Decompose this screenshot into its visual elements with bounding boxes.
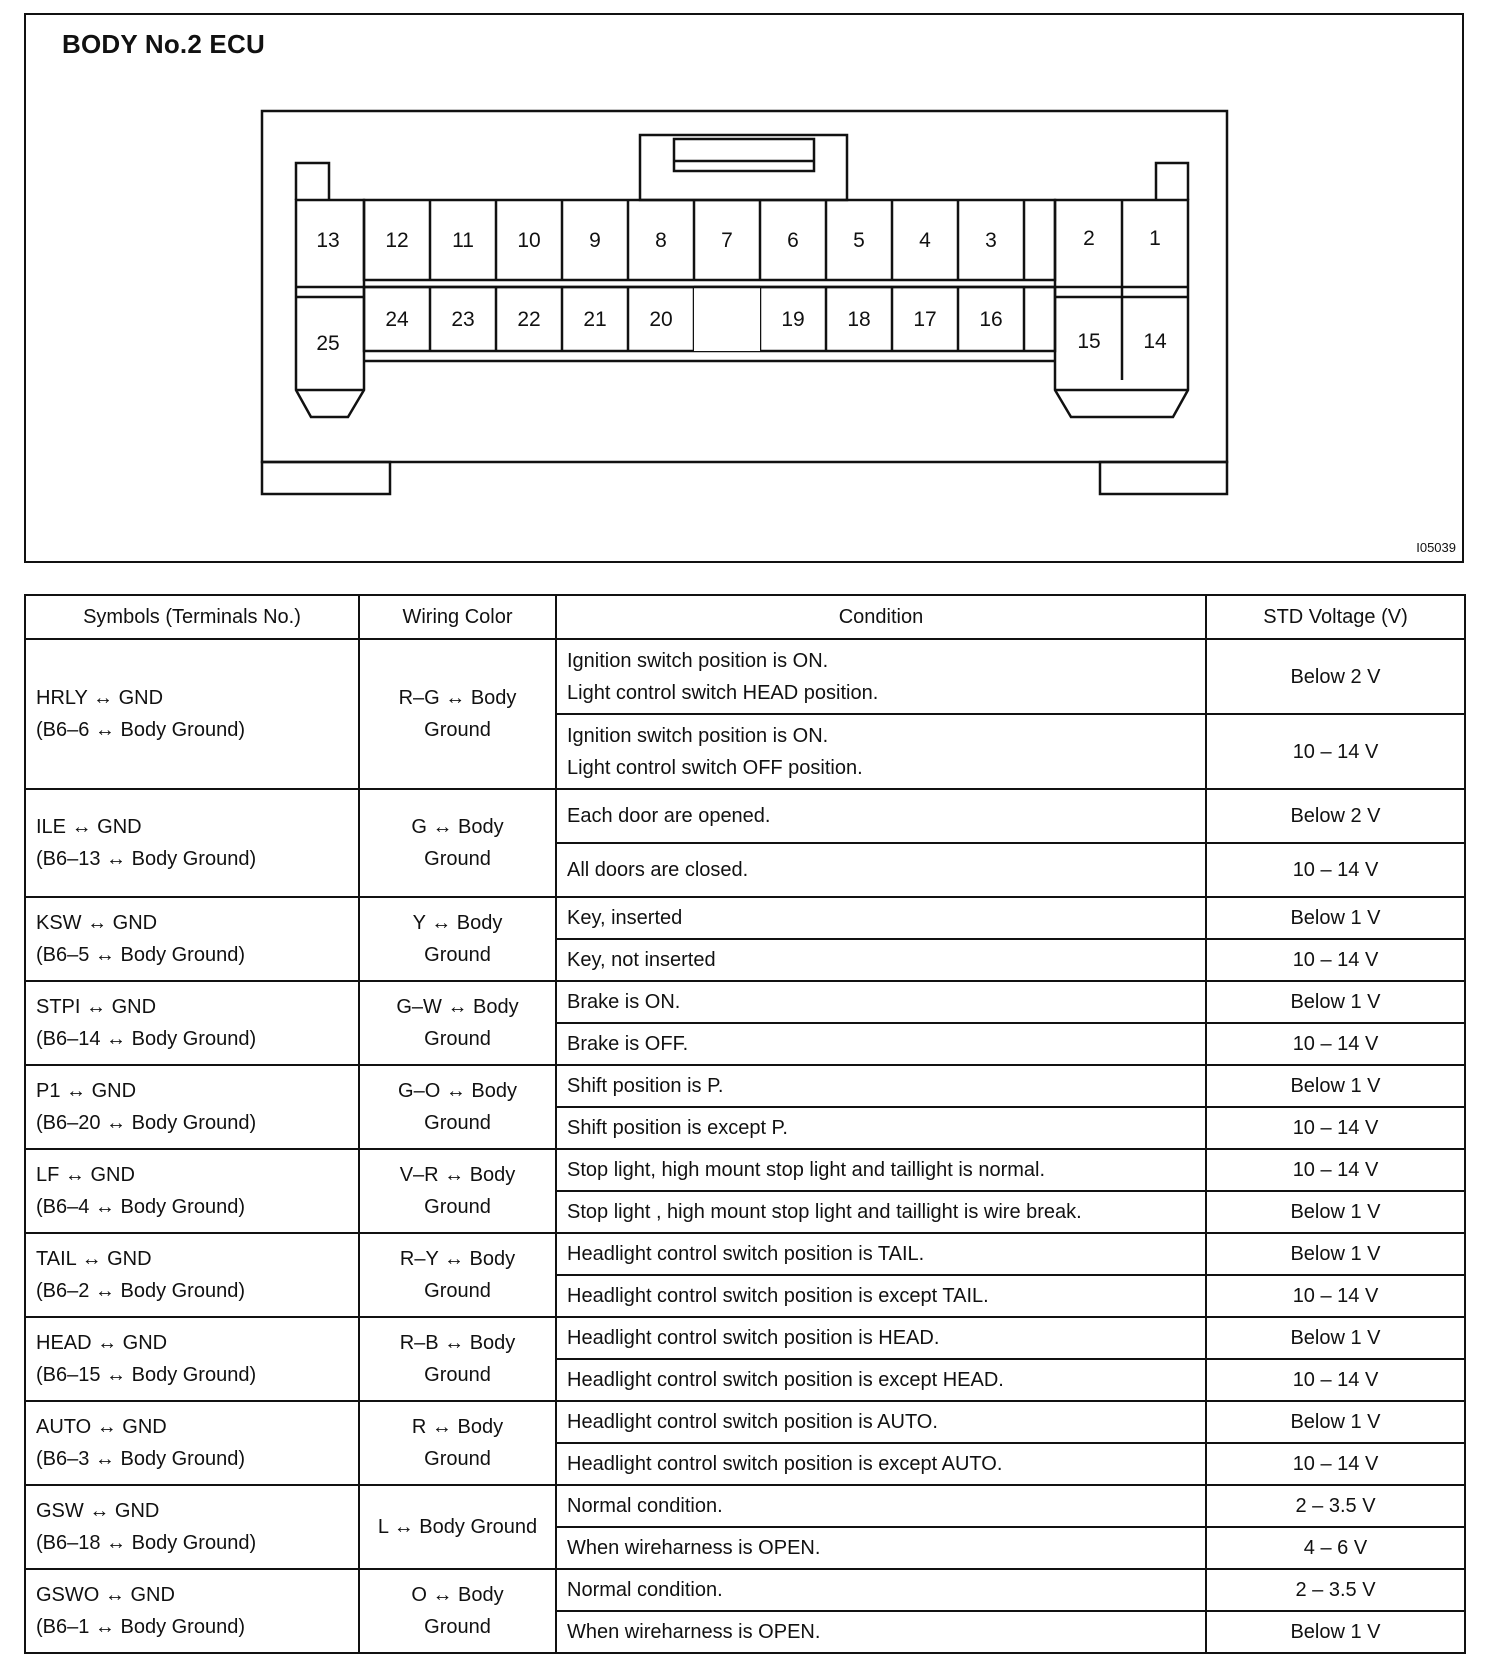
table-row [25,1485,1465,1527]
terminal-no: (B6–5 ↔ Body Ground) [36,944,245,966]
header-wiring-color: Wiring Color [359,595,556,639]
condition-cell: Brake is OFF. [556,1023,1206,1065]
wiring-ground: Ground [424,848,491,870]
pin-1: 1 [1149,227,1161,250]
voltage-cell: Below 1 V [1206,1233,1465,1275]
symbol-cell [25,897,359,981]
condition-cell: When wireharness is OPEN. [556,1611,1206,1653]
table-header-row [25,595,1465,639]
voltage-cell: Below 1 V [1206,1317,1465,1359]
pin-8: 8 [655,229,667,252]
wiring-color: G–W ↔ Body [396,996,519,1018]
wiring-ground: Ground [424,1112,491,1134]
wiring-ground: Ground [424,1616,491,1638]
wiring-cell [359,1401,556,1485]
pin-24: 24 [385,308,409,331]
condition-cell: Headlight control switch position is except AUTO. [556,1443,1206,1485]
condition-cell: When wireharness is OPEN. [556,1527,1206,1569]
condition-cell: Normal condition. [556,1485,1206,1527]
wiring-color: Y ↔ Body [412,912,503,934]
header-condition: Condition [556,595,1206,639]
pin-22: 22 [517,308,541,331]
pin-21: 21 [583,308,607,331]
diagram-title: BODY No.2 ECU [62,29,265,59]
table-row [25,1569,1465,1611]
terminal-no: (B6–4 ↔ Body Ground) [36,1196,245,1218]
symbol-name: LF ↔ GND [36,1164,135,1186]
symbol-name: GSWO ↔ GND [36,1584,175,1606]
connector-latch [640,135,847,200]
symbol-name: AUTO ↔ GND [36,1416,167,1438]
pin-12: 12 [385,229,409,252]
symbol-name: ILE ↔ GND [36,816,142,838]
voltage-cell: 10 – 14 V [1206,1023,1465,1065]
symbol-cell [25,639,359,789]
voltage-cell: 4 – 6 V [1206,1527,1465,1569]
pin-25: 25 [316,332,340,355]
condition-cell: Each door are opened. [556,789,1206,843]
symbol-name: HRLY ↔ GND [36,687,164,709]
table-row [25,789,1465,843]
wiring-ground: Ground [424,719,491,741]
condition-cell: Headlight control switch position is TAIL. [556,1233,1206,1275]
condition-cell [556,714,1206,789]
wiring-color: R–B ↔ Body [399,1332,516,1354]
voltage-cell: 10 – 14 V [1206,939,1465,981]
table-row [25,981,1465,1023]
wiring-cell [359,897,556,981]
pin-11: 11 [452,229,474,252]
voltage-cell: 10 – 14 V [1206,1443,1465,1485]
pin-9: 9 [589,229,601,252]
wiring-cell [359,1485,556,1569]
condition-cell: Stop light, high mount stop light and taillight is normal. [556,1149,1206,1191]
condition-cell [556,639,1206,714]
voltage-cell: 10 – 14 V [1206,1107,1465,1149]
pin-2: 2 [1083,227,1095,250]
voltage-spec-table [24,594,1466,1654]
terminal-no: (B6–14 ↔ Body Ground) [36,1028,257,1050]
symbol-name: GSW ↔ GND [36,1500,160,1522]
symbol-cell [25,1233,359,1317]
terminal-no: (B6–20 ↔ Body Ground) [36,1112,257,1134]
pin-13: 13 [316,229,340,252]
table-row [25,897,1465,939]
pin-6: 6 [787,229,799,252]
wiring-ground: Ground [424,1280,491,1302]
voltage-cell: Below 2 V [1206,789,1465,843]
pin-10: 10 [517,229,541,252]
pin-16: 16 [979,308,1003,331]
voltage-cell: 2 – 3.5 V [1206,1569,1465,1611]
voltage-cell: Below 1 V [1206,981,1465,1023]
left-tab [296,163,329,200]
condition-cell: Key, not inserted [556,939,1206,981]
terminal-no: (B6–13 ↔ Body Ground) [36,848,257,870]
connector-foot-left [262,462,390,494]
voltage-cell: Below 1 V [1206,1191,1465,1233]
symbol-cell [25,1317,359,1401]
voltage-cell: Below 1 V [1206,897,1465,939]
wiring-cell [359,1317,556,1401]
pin-18: 18 [847,308,871,331]
pin-3: 3 [985,229,997,252]
voltage-cell: Below 1 V [1206,1611,1465,1653]
wiring-color: L ↔ Body Ground [377,1516,538,1538]
pin-14: 14 [1143,330,1167,353]
symbol-name: STPI ↔ GND [36,996,157,1018]
voltage-cell: 10 – 14 V [1206,1149,1465,1191]
terminal-no: (B6–1 ↔ Body Ground) [36,1616,245,1638]
terminal-no: (B6–15 ↔ Body Ground) [36,1364,257,1386]
wiring-color: G–O ↔ Body [398,1080,517,1102]
pin-5: 5 [853,229,865,252]
wiring-cell [359,639,556,789]
header-std-voltage: STD Voltage (V) [1206,595,1465,639]
wiring-color: R–Y ↔ Body [399,1248,516,1270]
condition-line: Light control switch HEAD position. [567,681,879,704]
terminal-no: (B6–2 ↔ Body Ground) [36,1280,245,1302]
condition-cell: Key, inserted [556,897,1206,939]
voltage-cell: 10 – 14 V [1206,1359,1465,1401]
header-symbols: Symbols (Terminals No.) [25,595,359,639]
symbol-name: P1 ↔ GND [36,1080,137,1102]
wiring-cell [359,981,556,1065]
table-row [25,1149,1465,1191]
pin-17: 17 [913,308,937,331]
table-row [25,1401,1465,1443]
voltage-cell: Below 1 V [1206,1065,1465,1107]
figure-id: I05039 [1416,540,1456,555]
voltage-cell: 10 – 14 V [1206,843,1465,897]
wiring-cell [359,1233,556,1317]
wiring-color: O ↔ Body [411,1584,504,1606]
table-row [25,1065,1465,1107]
wiring-color: R–G ↔ Body [398,687,517,709]
condition-cell: Normal condition. [556,1569,1206,1611]
wiring-ground: Ground [424,1364,491,1386]
connector-foot-right [1100,462,1227,494]
voltage-cell: 10 – 14 V [1206,1275,1465,1317]
wiring-cell [359,1149,556,1233]
condition-cell: Brake is ON. [556,981,1206,1023]
terminal-no: (B6–3 ↔ Body Ground) [36,1448,245,1470]
symbol-name: HEAD ↔ GND [36,1332,168,1354]
symbol-cell [25,1401,359,1485]
table-row [25,1317,1465,1359]
wiring-cell [359,789,556,897]
wiring-cell [359,1065,556,1149]
voltage-cell: Below 2 V [1206,639,1465,714]
pin-19: 19 [781,308,805,331]
pin-7: 7 [721,229,733,252]
condition-cell: All doors are closed. [556,843,1206,897]
symbol-cell [25,789,359,897]
connector-diagram [24,13,1464,563]
condition-line: Light control switch OFF position. [567,756,863,779]
condition-cell: Headlight control switch position is HEAD. [556,1317,1206,1359]
symbol-name: KSW ↔ GND [36,912,158,934]
symbol-cell [25,1065,359,1149]
symbol-cell [25,1485,359,1569]
table-row [25,639,1465,714]
wiring-ground: Ground [424,944,491,966]
symbol-name: TAIL ↔ GND [36,1248,152,1270]
condition-cell: Shift position is P. [556,1065,1206,1107]
pin-4: 4 [919,229,931,252]
condition-line: Ignition switch position is ON. [567,649,829,672]
condition-cell: Shift position is except P. [556,1107,1206,1149]
wiring-color: R ↔ Body [411,1416,504,1438]
wiring-ground: Ground [424,1196,491,1218]
condition-cell: Stop light , high mount stop light and taillight is wire break. [556,1191,1206,1233]
pin-15: 15 [1077,330,1101,353]
table-row [25,1233,1465,1275]
connector-latch-slot [674,139,814,171]
symbol-cell [25,981,359,1065]
symbol-cell [25,1149,359,1233]
condition-line: Ignition switch position is ON. [567,724,829,747]
terminal-no: (B6–18 ↔ Body Ground) [36,1532,257,1554]
voltage-cell: 2 – 3.5 V [1206,1485,1465,1527]
connector-drawing [26,15,1462,561]
terminal-no: (B6–6 ↔ Body Ground) [36,719,245,741]
voltage-cell: Below 1 V [1206,1401,1465,1443]
wiring-cell [359,1569,556,1653]
right-tab [1156,163,1188,200]
wiring-ground: Ground [424,1028,491,1050]
condition-cell: Headlight control switch position is except HEAD. [556,1359,1206,1401]
symbol-cell [25,1569,359,1653]
wiring-color: G ↔ Body [411,816,504,838]
wiring-color: V–R ↔ Body [399,1164,516,1186]
condition-cell: Headlight control switch position is AUTO. [556,1401,1206,1443]
voltage-cell: 10 – 14 V [1206,714,1465,789]
pin-23: 23 [451,308,475,331]
pin-20: 20 [649,308,673,331]
condition-cell: Headlight control switch position is except TAIL. [556,1275,1206,1317]
wiring-ground: Ground [424,1448,491,1470]
